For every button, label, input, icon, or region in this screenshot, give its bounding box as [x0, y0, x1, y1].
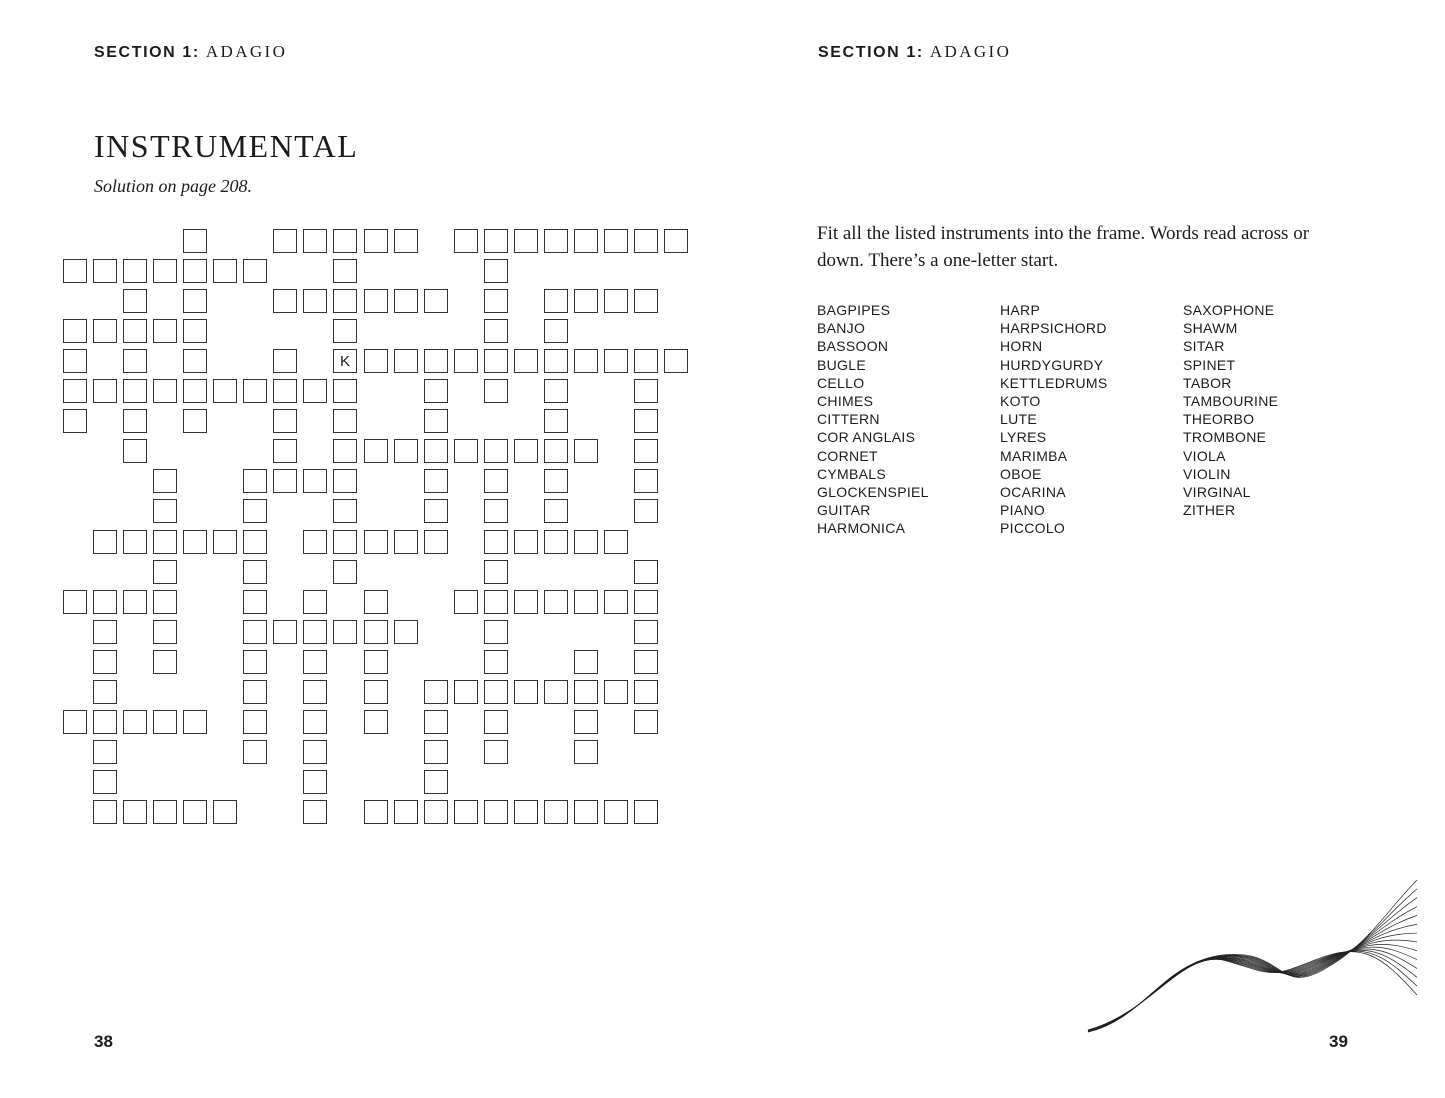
grid-cell[interactable]: [394, 530, 418, 554]
grid-cell[interactable]: [303, 710, 327, 734]
grid-cell[interactable]: [243, 710, 267, 734]
word-item: OCARINA: [1000, 484, 1066, 501]
grid-cell[interactable]: [574, 349, 598, 373]
word-item: HARMONICA: [817, 520, 906, 537]
grid-cell[interactable]: [333, 560, 357, 584]
grid-cell[interactable]: [454, 800, 478, 824]
grid-cell[interactable]: [574, 590, 598, 614]
grid-cell[interactable]: [574, 530, 598, 554]
grid-cell[interactable]: [544, 409, 568, 433]
grid-cell[interactable]: [303, 620, 327, 644]
word-item: CORNET: [817, 447, 878, 464]
grid-cell[interactable]: [424, 530, 448, 554]
grid-cell[interactable]: [153, 530, 177, 554]
grid-cell[interactable]: [514, 530, 538, 554]
grid-cell[interactable]: [364, 530, 388, 554]
grid-cell[interactable]: [484, 259, 508, 283]
grid-cell[interactable]: [303, 800, 327, 824]
grid-cell[interactable]: [424, 710, 448, 734]
grid-cell[interactable]: [93, 800, 117, 824]
grid-cell[interactable]: [484, 349, 508, 373]
grid-cell[interactable]: [333, 379, 357, 403]
word-item: SAXOPHONE: [1183, 302, 1275, 318]
grid-cell[interactable]: [63, 259, 87, 283]
puzzle-title: INSTRUMENTAL: [94, 128, 359, 164]
grid-cell[interactable]: [183, 409, 207, 433]
grid-cell[interactable]: [544, 349, 568, 373]
grid-cell[interactable]: [574, 740, 598, 764]
grid-cell[interactable]: [424, 379, 448, 403]
grid-cell[interactable]: [544, 469, 568, 493]
grid-cell[interactable]: [604, 289, 628, 313]
grid-cell[interactable]: [303, 229, 327, 253]
grid-cell[interactable]: [634, 499, 658, 523]
grid-cell[interactable]: [183, 259, 207, 283]
word-item: LYRES: [1000, 429, 1047, 446]
word-item: LUTE: [1000, 411, 1037, 428]
grid-cell[interactable]: [153, 710, 177, 734]
grid-cell[interactable]: [574, 680, 598, 704]
grid-cell[interactable]: [183, 349, 207, 373]
grid-cell[interactable]: [544, 530, 568, 554]
grid-cell[interactable]: [183, 379, 207, 403]
grid-cell[interactable]: [63, 710, 87, 734]
word-list-column-2: [1000, 301, 1183, 538]
grid-cell[interactable]: [273, 409, 297, 433]
grid-cell[interactable]: [484, 379, 508, 403]
grid-cell[interactable]: [634, 409, 658, 433]
grid-cell[interactable]: [634, 620, 658, 644]
word-item: SITAR: [1183, 338, 1225, 355]
grid-cell[interactable]: [484, 800, 508, 824]
grid-cell[interactable]: [454, 680, 478, 704]
grid-cell[interactable]: [604, 680, 628, 704]
word-item: MARIMBA: [1000, 447, 1068, 464]
word-item: VIOLA: [1183, 447, 1226, 464]
grid-cell[interactable]: [514, 349, 538, 373]
grid-cell[interactable]: [63, 319, 87, 343]
grid-cell[interactable]: [364, 680, 388, 704]
grid-cell[interactable]: [93, 710, 117, 734]
word-item: OBOE: [1000, 465, 1042, 482]
grid-cell[interactable]: [484, 499, 508, 523]
word-item: PICCOLO: [1000, 520, 1066, 537]
grid-cell[interactable]: [544, 229, 568, 253]
grid-cell[interactable]: [123, 409, 147, 433]
grid-cell[interactable]: [484, 469, 508, 493]
word-item: THEORBO: [1183, 411, 1255, 428]
grid-cell[interactable]: [93, 530, 117, 554]
grid-cell[interactable]: [273, 289, 297, 313]
grid-cell[interactable]: [333, 229, 357, 253]
wave-line: [1088, 947, 1417, 1030]
grid-cell[interactable]: [424, 409, 448, 433]
grid-cell[interactable]: [364, 650, 388, 674]
grid-cell[interactable]: [364, 590, 388, 614]
grid-cell[interactable]: [243, 650, 267, 674]
grid-cell[interactable]: [333, 620, 357, 644]
word-item: BASSOON: [817, 338, 889, 355]
grid-cell[interactable]: [123, 439, 147, 463]
decorative-wave: [1083, 870, 1423, 1045]
grid-cell[interactable]: [123, 319, 147, 343]
grid-cell[interactable]: [63, 379, 87, 403]
grid-cell[interactable]: [63, 349, 87, 373]
grid-cell[interactable]: [424, 439, 448, 463]
grid-cell[interactable]: [634, 650, 658, 674]
word-item: HARPSICHORD: [1000, 320, 1107, 337]
grid-cell[interactable]: [424, 499, 448, 523]
grid-cell[interactable]: [634, 229, 658, 253]
right-page: [723, 0, 1445, 1098]
grid-cell[interactable]: [303, 530, 327, 554]
grid-cell[interactable]: [544, 590, 568, 614]
word-item: PIANO: [1000, 502, 1046, 519]
word-item: BUGLE: [817, 356, 866, 373]
word-item: HARP: [1000, 302, 1041, 318]
grid-cell[interactable]: [394, 349, 418, 373]
grid-cell[interactable]: [364, 229, 388, 253]
word-list-column-1: [817, 301, 1000, 538]
grid-cell[interactable]: [604, 530, 628, 554]
grid-cell[interactable]: [664, 349, 688, 373]
word-item: BAGPIPES: [817, 302, 891, 318]
word-item: VIOLIN: [1183, 465, 1231, 482]
grid-cell[interactable]: [634, 800, 658, 824]
grid-cell[interactable]: [183, 710, 207, 734]
word-item: HORN: [1000, 338, 1043, 355]
instructions: Fit all the listed instruments into the frame. Words read across or down. There’s a one-letter start.: [817, 223, 1310, 271]
grid-cell[interactable]: [394, 800, 418, 824]
grid-cell[interactable]: [123, 289, 147, 313]
grid-cell[interactable]: [484, 229, 508, 253]
solution-note: Solution on page 208.: [94, 176, 252, 196]
grid-cell[interactable]: [153, 620, 177, 644]
grid-cell[interactable]: [544, 319, 568, 343]
word-item: BANJO: [817, 320, 866, 337]
grid-cell[interactable]: [544, 379, 568, 403]
grid-cell[interactable]: [123, 800, 147, 824]
grid-cell[interactable]: [303, 740, 327, 764]
word-item: VIRGINAL: [1183, 484, 1251, 501]
word-item: CITTERN: [817, 411, 880, 428]
grid-cell[interactable]: [213, 800, 237, 824]
grid-cell[interactable]: [604, 349, 628, 373]
grid-cell[interactable]: [664, 229, 688, 253]
grid-cell[interactable]: [153, 379, 177, 403]
grid-cell[interactable]: [303, 289, 327, 313]
grid-cell[interactable]: [63, 590, 87, 614]
grid-cell[interactable]: [634, 590, 658, 614]
grid-cell[interactable]: [544, 439, 568, 463]
grid-cell[interactable]: [634, 349, 658, 373]
grid-cell[interactable]: [63, 409, 87, 433]
grid-cell[interactable]: [364, 439, 388, 463]
word-list-column-3: [1183, 301, 1366, 538]
grid-cell[interactable]: [394, 289, 418, 313]
grid-cell[interactable]: [183, 800, 207, 824]
grid-cell[interactable]: [634, 439, 658, 463]
grid-cell-start-letter[interactable]: K: [333, 349, 357, 373]
grid-cell[interactable]: [484, 680, 508, 704]
grid-cell[interactable]: [123, 710, 147, 734]
grid-cell[interactable]: [604, 229, 628, 253]
grid-cell[interactable]: [394, 229, 418, 253]
grid-cell[interactable]: [153, 560, 177, 584]
grid-cell[interactable]: [424, 740, 448, 764]
grid-cell[interactable]: [93, 259, 117, 283]
section-label: SECTION 1:: [94, 44, 200, 61]
grid-cell[interactable]: [93, 319, 117, 343]
grid-cell[interactable]: [243, 259, 267, 283]
grid-cell[interactable]: [424, 770, 448, 794]
grid-cell[interactable]: [333, 469, 357, 493]
grid-cell[interactable]: [213, 379, 237, 403]
grid-cell[interactable]: [454, 349, 478, 373]
grid-cell[interactable]: [424, 289, 448, 313]
grid-cell[interactable]: [634, 469, 658, 493]
wave-line: [1088, 940, 1417, 1031]
grid-cell[interactable]: [604, 800, 628, 824]
grid-cell[interactable]: [243, 379, 267, 403]
left-page: [0, 0, 722, 1098]
grid-cell[interactable]: [333, 409, 357, 433]
grid-cell[interactable]: [273, 379, 297, 403]
grid-cell[interactable]: [484, 560, 508, 584]
grid-cell[interactable]: [424, 680, 448, 704]
grid-cell[interactable]: [574, 289, 598, 313]
word-list: [817, 301, 1377, 538]
grid-cell[interactable]: [303, 680, 327, 704]
grid-cell[interactable]: [394, 620, 418, 644]
grid-cell[interactable]: [544, 499, 568, 523]
running-head: [818, 42, 1011, 62]
grid-cell[interactable]: [484, 710, 508, 734]
grid-cell[interactable]: [634, 680, 658, 704]
grid-cell[interactable]: [634, 710, 658, 734]
section-label: SECTION 1:: [818, 44, 924, 61]
grid-cell[interactable]: [243, 499, 267, 523]
grid-cell[interactable]: [303, 650, 327, 674]
grid-cell[interactable]: [333, 289, 357, 313]
word-item: COR ANGLAIS: [817, 429, 916, 446]
grid-cell[interactable]: [153, 259, 177, 283]
grid-cell[interactable]: [153, 800, 177, 824]
word-item: CHIMES: [817, 393, 874, 410]
grid-cell[interactable]: [484, 439, 508, 463]
word-item: SHAWM: [1183, 320, 1238, 337]
word-item: GLOCKENSPIEL: [817, 484, 929, 501]
grid-cell[interactable]: [243, 620, 267, 644]
grid-cell[interactable]: [93, 620, 117, 644]
word-item: HURDYGURDY: [1000, 356, 1104, 373]
grid-cell[interactable]: [484, 620, 508, 644]
grid-cell[interactable]: [514, 680, 538, 704]
grid-cell[interactable]: [183, 289, 207, 313]
grid-cell[interactable]: [243, 560, 267, 584]
word-item: CELLO: [817, 374, 865, 391]
grid-cell[interactable]: [243, 740, 267, 764]
grid-cell[interactable]: [574, 229, 598, 253]
grid-cell[interactable]: [574, 650, 598, 674]
grid-cell[interactable]: [454, 229, 478, 253]
grid-cell[interactable]: [153, 499, 177, 523]
word-item: CYMBALS: [817, 465, 887, 482]
grid-cell[interactable]: [484, 319, 508, 343]
grid-cell[interactable]: [153, 590, 177, 614]
grid-cell[interactable]: [574, 800, 598, 824]
grid-cell[interactable]: [273, 349, 297, 373]
grid-cell[interactable]: [243, 590, 267, 614]
grid-cell[interactable]: [243, 680, 267, 704]
grid-cell[interactable]: [424, 469, 448, 493]
word-item: TAMBOURINE: [1183, 393, 1279, 410]
grid-cell[interactable]: [123, 590, 147, 614]
grid-cell[interactable]: [484, 289, 508, 313]
grid-cell[interactable]: [394, 439, 418, 463]
section-name: ADAGIO: [205, 42, 288, 61]
grid-cell[interactable]: [364, 800, 388, 824]
grid-cell[interactable]: [213, 259, 237, 283]
running-head: [94, 42, 287, 62]
grid-cell[interactable]: [634, 289, 658, 313]
grid-cell[interactable]: [153, 469, 177, 493]
grid-cell[interactable]: [123, 379, 147, 403]
grid-cell[interactable]: [514, 800, 538, 824]
grid-cell[interactable]: [333, 319, 357, 343]
grid-cell[interactable]: [183, 229, 207, 253]
grid-cell[interactable]: [93, 770, 117, 794]
grid-cell[interactable]: [604, 590, 628, 614]
grid-cell[interactable]: [183, 319, 207, 343]
section-name: ADAGIO: [929, 42, 1012, 61]
grid-cell[interactable]: [364, 710, 388, 734]
grid-cell[interactable]: [153, 319, 177, 343]
grid-cell[interactable]: [484, 590, 508, 614]
grid-cell[interactable]: [273, 469, 297, 493]
grid-cell[interactable]: [364, 620, 388, 644]
grid-cell[interactable]: [514, 229, 538, 253]
grid-cell[interactable]: [514, 439, 538, 463]
wave-line: [1088, 915, 1417, 1031]
grid-cell[interactable]: [544, 680, 568, 704]
grid-cell[interactable]: [634, 379, 658, 403]
grid-cell[interactable]: [454, 590, 478, 614]
grid-cell[interactable]: [93, 650, 117, 674]
grid-cell[interactable]: [364, 349, 388, 373]
grid-cell[interactable]: [93, 379, 117, 403]
grid-cell[interactable]: [514, 590, 538, 614]
grid-cell[interactable]: [93, 680, 117, 704]
grid-cell[interactable]: [123, 530, 147, 554]
grid-cell[interactable]: [303, 379, 327, 403]
word-item: TROMBONE: [1183, 429, 1267, 446]
grid-cell[interactable]: [333, 499, 357, 523]
grid-cell[interactable]: [454, 439, 478, 463]
grid-cell[interactable]: [484, 530, 508, 554]
grid-cell[interactable]: [634, 560, 658, 584]
word-item: TABOR: [1183, 374, 1232, 391]
word-item: SPINET: [1183, 356, 1236, 373]
grid-cell[interactable]: [544, 289, 568, 313]
page-number: 39: [1329, 1032, 1348, 1051]
grid-cell[interactable]: [333, 439, 357, 463]
grid-cell[interactable]: [424, 800, 448, 824]
grid-cell[interactable]: [273, 439, 297, 463]
word-item: ZITHER: [1183, 502, 1236, 519]
grid-cell[interactable]: [333, 259, 357, 283]
grid-cell[interactable]: [243, 530, 267, 554]
grid-cell[interactable]: [544, 800, 568, 824]
grid-cell[interactable]: [484, 740, 508, 764]
word-item: GUITAR: [817, 502, 871, 519]
grid-cell[interactable]: [243, 469, 267, 493]
wave-line: [1088, 933, 1417, 1031]
wave-line: [1088, 880, 1417, 1032]
grid-cell[interactable]: [123, 259, 147, 283]
grid-cell[interactable]: [303, 770, 327, 794]
page-number: 38: [94, 1032, 113, 1051]
grid-cell[interactable]: [153, 650, 177, 674]
grid-cell[interactable]: [273, 229, 297, 253]
grid-cell[interactable]: [273, 620, 297, 644]
wave-line: [1088, 898, 1417, 1032]
grid-cell[interactable]: [333, 530, 357, 554]
word-item: KOTO: [1000, 393, 1041, 410]
word-item: KETTLEDRUMS: [1000, 374, 1108, 391]
grid-cell[interactable]: [574, 710, 598, 734]
grid-cell[interactable]: [364, 289, 388, 313]
grid-cell[interactable]: [123, 349, 147, 373]
grid-cell[interactable]: [303, 590, 327, 614]
grid-cell[interactable]: [93, 740, 117, 764]
grid-cell[interactable]: [93, 590, 117, 614]
grid-cell[interactable]: [574, 439, 598, 463]
grid-cell[interactable]: [484, 650, 508, 674]
grid-cell[interactable]: [424, 349, 448, 373]
grid-cell[interactable]: [303, 469, 327, 493]
grid-cell[interactable]: [213, 530, 237, 554]
grid-cell[interactable]: [183, 530, 207, 554]
